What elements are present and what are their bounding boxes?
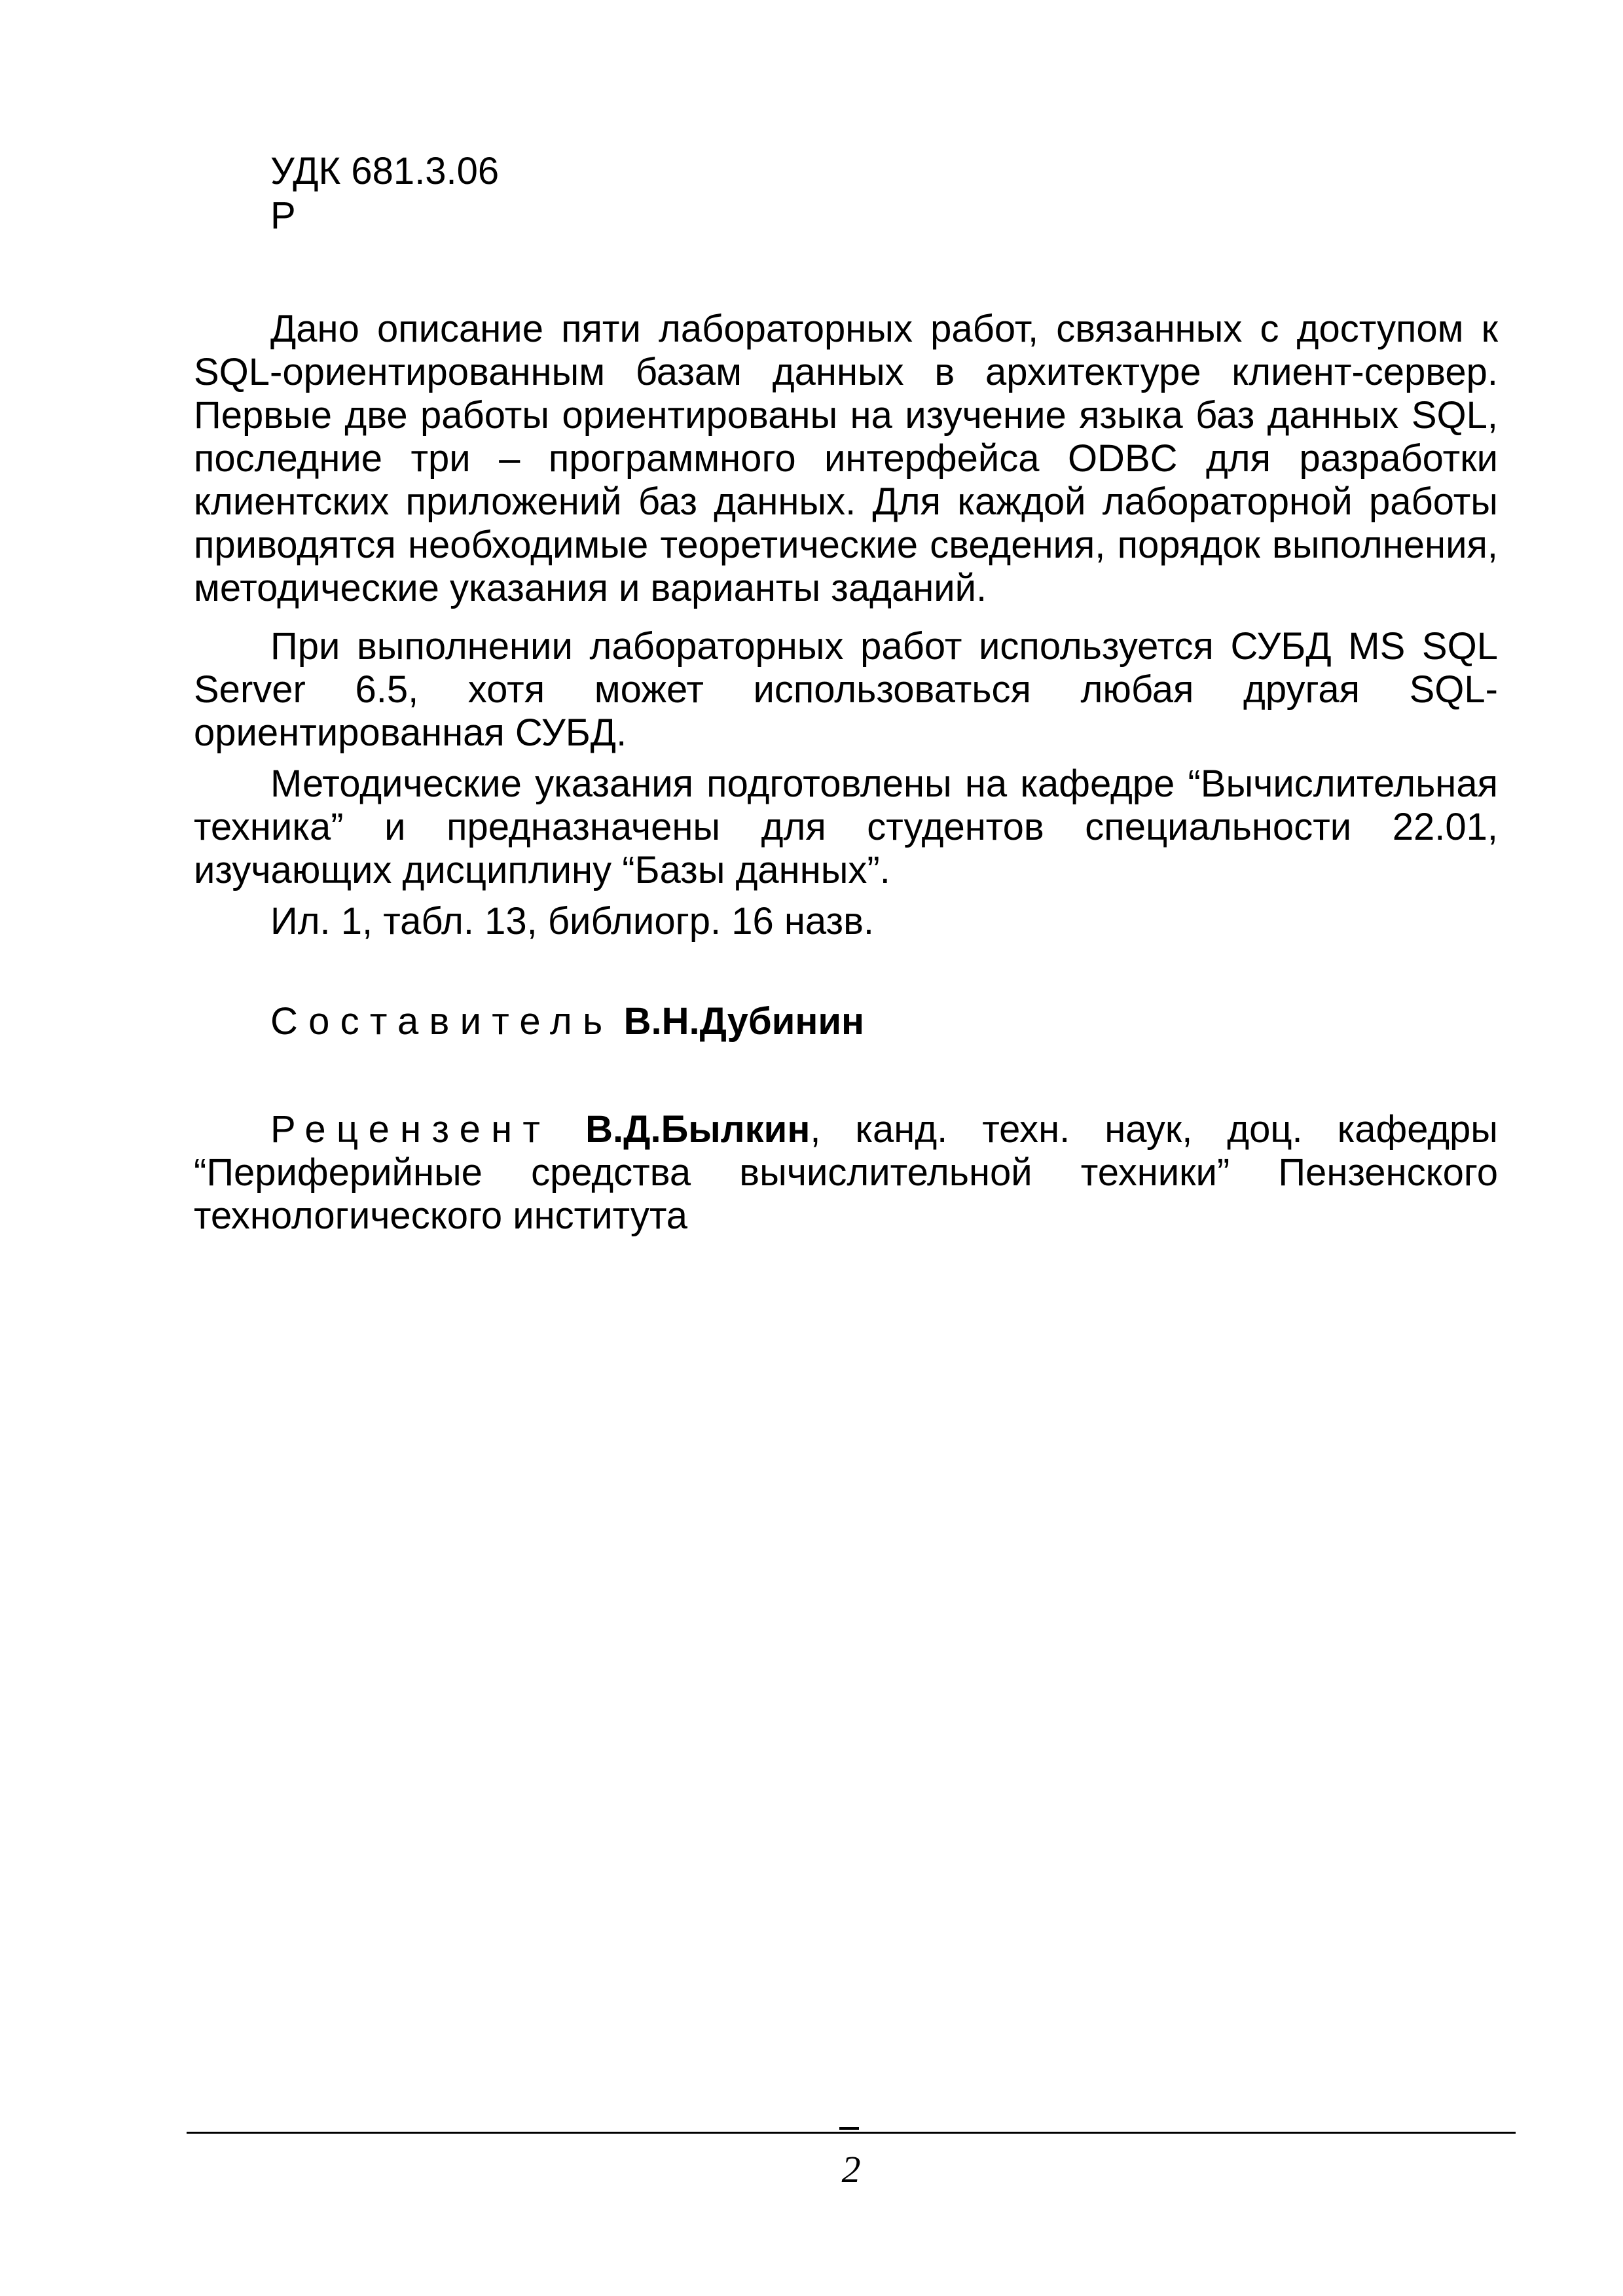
abstract-paragraph-4: Ил. 1, табл. 13, библиогр. 16 назв. [270,900,874,942]
reviewer-paragraph [194,1108,1498,1238]
abstract-paragraph-2: При выполнении лабораторных работ используется СУБД MS SQL Server 6.5, хотя может использоваться любая другая SQL-ориентированная СУБД. [194,625,1498,754]
udk-code: УДК 681.3.06 [270,150,500,192]
compiler-name: В.Н.Дубинин [623,1000,865,1043]
reviewer-name: В.Д.Былкин [585,1108,811,1151]
index-letter: Р [270,194,296,237]
footer-tick [839,2127,859,2130]
udk-block [270,149,499,238]
abstract-paragraph-3: Методические указания подготовлены на кафедре “Вычислительная техника” и предназначены для студентов специальности 22.01, изучающих дисциплину “Базы данных”. [194,762,1498,891]
compiler-label: Составитель [270,1000,613,1043]
compiler-line [270,1000,864,1043]
abstract-paragraph-1: Дано описание пяти лабораторных работ, связанных с доступом к SQL-ориентированным базам данных в архитектуре клиент-сервер. Первые две работы ориентированы на изучение языка баз данных SQL, последние три – программного интерфейса ODBC для разработки клиентских приложений баз данных. Для каждой лабораторной работы приводятся необходимые теоретические сведения, порядок выполнения, методические указания и варианты заданий. [194,308,1498,609]
page-number: 2 [841,2148,861,2191]
reviewer-details: , канд. техн. наук, доц. кафедры “Периферийные средства вычислительной техники” Пензенского технологического института [194,1108,1498,1237]
reviewer-label: Рецензент [270,1108,551,1151]
footer-rule [187,2132,1516,2134]
